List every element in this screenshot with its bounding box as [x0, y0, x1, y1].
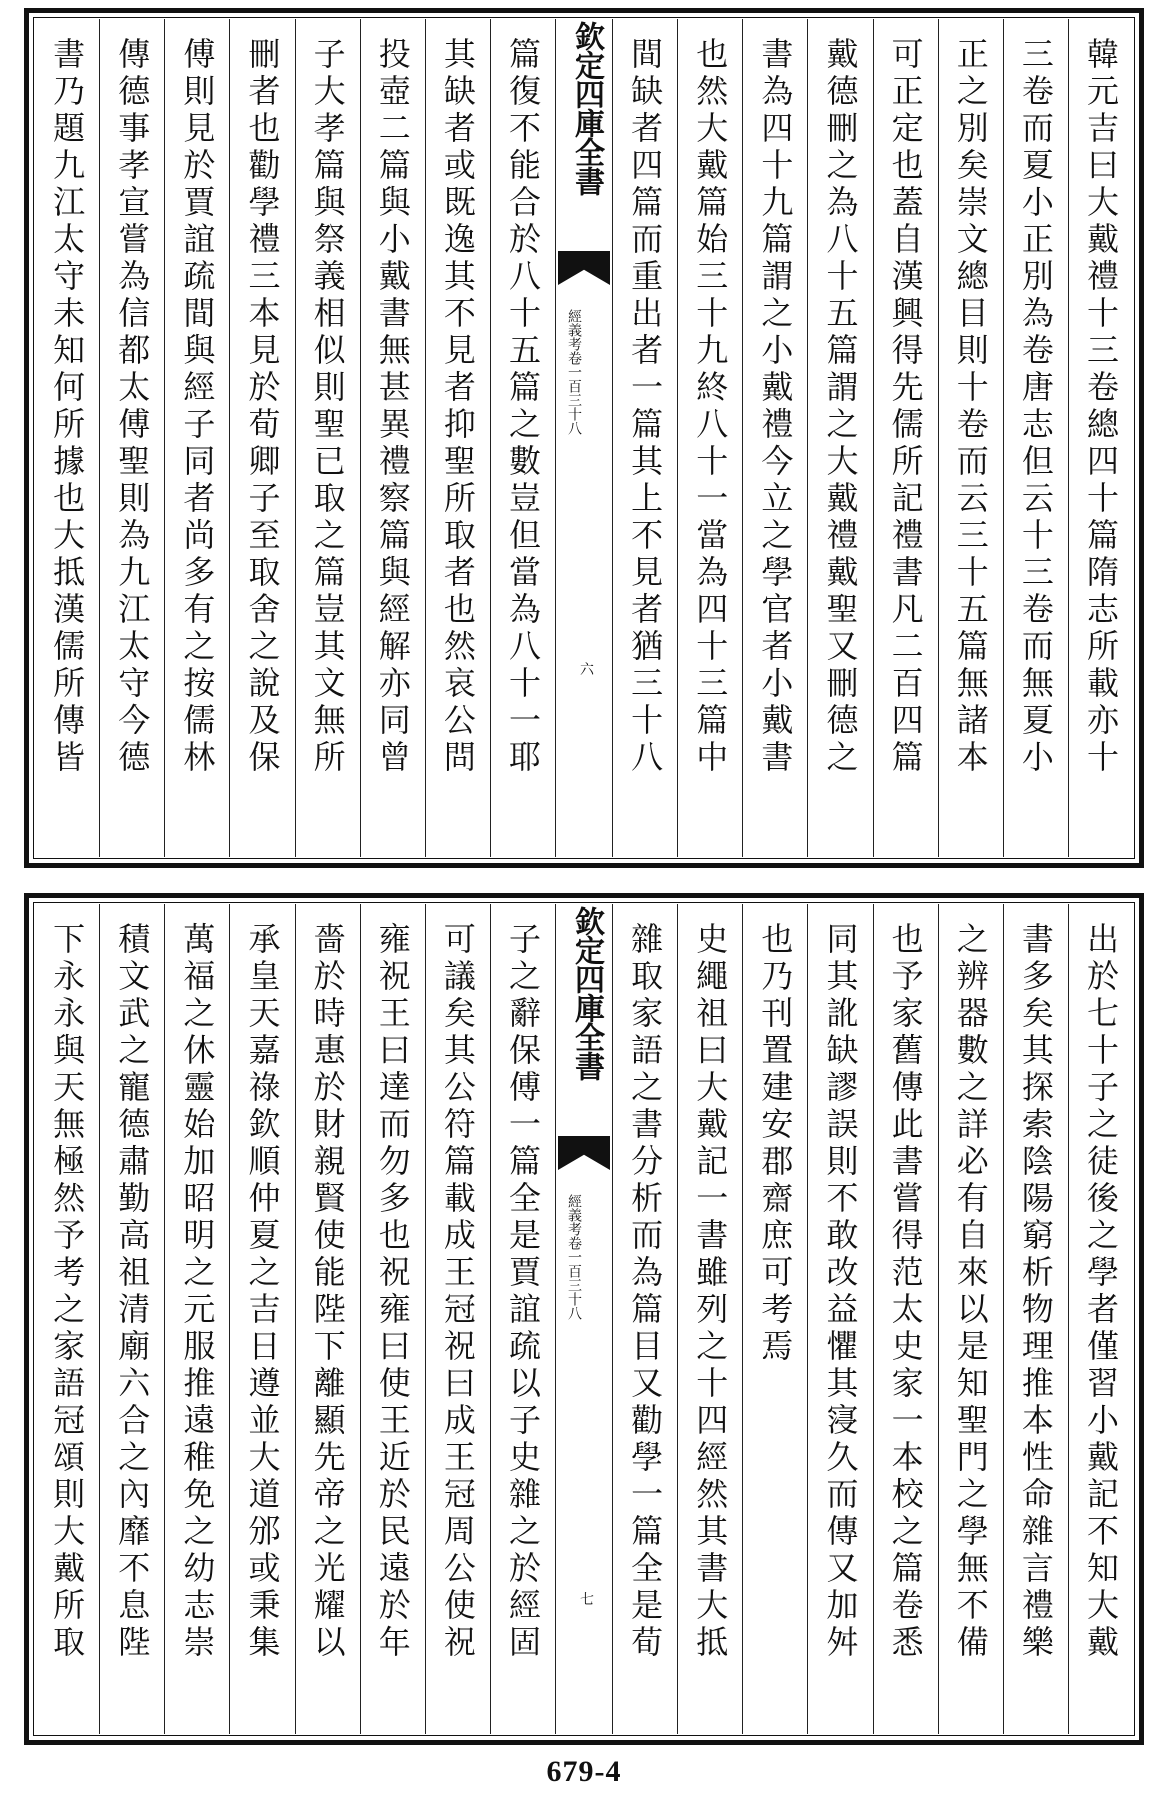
section-volume	[564, 309, 584, 435]
bottom-text-column	[295, 904, 360, 1734]
top-text-column	[490, 19, 555, 857]
column-text: 正之別矣崇文總目則十卷而云三十五篇無諸本	[951, 37, 990, 777]
top-text-column	[295, 19, 360, 857]
top-text-column	[229, 19, 294, 857]
column-text: 間缺者四篇而重出者一篇其上不見者猶三十八	[626, 37, 665, 777]
column-text: 承皇天嘉祿欽順仲夏之吉日遵並大道邠或秉集	[243, 922, 282, 1662]
section-name: 經義考	[566, 1194, 582, 1236]
bottom-page-columns	[35, 904, 1133, 1734]
column-text: 也予家舊傳此書嘗得范太史家一本校之篇卷悉	[886, 922, 925, 1662]
column-text: 投壺二篇與小戴書無甚異禮察篇與經解亦同曾	[373, 37, 412, 777]
top-text-column	[360, 19, 425, 857]
column-text: 刪者也勸學禮三本見於荀卿子至取舍之說及保	[243, 37, 282, 777]
top-text-column	[612, 19, 677, 857]
bottom-center-column	[555, 904, 612, 1734]
folio-number: 六	[580, 662, 594, 678]
column-text: 積文武之寵德肅勤高祖清廟六合之內靡不息陛	[113, 922, 152, 1662]
top-text-column	[873, 19, 938, 857]
top-text-column	[35, 19, 99, 857]
section-volume	[564, 1194, 584, 1320]
bottom-text-column	[873, 904, 938, 1734]
column-text: 書為四十九篇謂之小戴禮今立之學官者小戴書	[756, 37, 795, 777]
top-text-column	[742, 19, 807, 857]
book-title: 欽定四庫全書	[569, 21, 604, 195]
fishtail-mark	[558, 1136, 610, 1170]
fishtail-mark	[558, 251, 610, 285]
column-text: 三卷而夏小正別為卷唐志但云十三卷而無夏小	[1016, 37, 1055, 777]
column-text: 韓元吉曰大戴禮十三卷總四十篇隋志所載亦十	[1081, 37, 1120, 777]
top-text-column	[1003, 19, 1068, 857]
bottom-text-column	[938, 904, 1003, 1734]
column-text: 其缺者或既逸其不見者抑聖所取者也然哀公問	[438, 37, 477, 777]
bottom-text-column	[360, 904, 425, 1734]
column-text: 下永永與天無極然予考之家語冠頌則大戴所取	[48, 922, 87, 1662]
column-text: 雍祝王曰達而勿多也祝雍曰使王近於民遠於年	[373, 922, 412, 1662]
top-text-column	[164, 19, 229, 857]
column-text: 萬福之休靈始加昭明之元服推遠稚免之幼志崇	[178, 922, 217, 1662]
column-text: 嗇於時惠於財親賢使能陛下離顯先帝之光耀以	[308, 922, 347, 1662]
bottom-text-column	[425, 904, 490, 1734]
column-text: 同其訛缺謬誤則不敢改益懼其寖久而傳又加舛	[821, 922, 860, 1662]
column-text: 可議矣其公符篇載成王冠祝曰成王冠周公使祝	[438, 922, 477, 1662]
bottom-text-column	[612, 904, 677, 1734]
column-text: 子之辭保傅一篇全是賈誼疏以子史雜之於經固	[503, 922, 542, 1662]
column-text: 可正定也蓋自漢興得先儒所記禮書凡二百四篇	[886, 37, 925, 777]
column-text: 傳德事孝宣嘗為信都太傅聖則為九江太守今德	[113, 37, 152, 777]
column-text: 之辨器數之詳必有自來以是知聖門之學無不備	[951, 922, 990, 1662]
top-page-frame	[24, 8, 1144, 868]
column-text: 篇復不能合於八十五篇之數豈但當為八十一耶	[503, 37, 542, 777]
bottom-text-column	[164, 904, 229, 1734]
column-text: 史繩祖曰大戴記一書雖列之十四經然其書大抵	[691, 922, 730, 1662]
folio-number: 七	[580, 1592, 594, 1608]
bottom-text-column	[35, 904, 99, 1734]
bottom-text-column	[807, 904, 872, 1734]
top-center-column	[555, 19, 612, 857]
bottom-text-column	[99, 904, 164, 1734]
volume-number: 卷一百三十八	[566, 1236, 582, 1320]
top-text-column	[807, 19, 872, 857]
bottom-text-column	[1068, 904, 1133, 1734]
section-name: 經義考	[566, 309, 582, 351]
top-text-column	[1068, 19, 1133, 857]
column-text: 出於七十子之徒後之學者僅習小戴記不知大戴	[1081, 922, 1120, 1662]
top-text-column	[425, 19, 490, 857]
column-text: 書乃題九江太守未知何所據也大抵漢儒所傳皆	[48, 37, 87, 777]
top-text-column	[99, 19, 164, 857]
bottom-text-column	[1003, 904, 1068, 1734]
top-text-column	[677, 19, 742, 857]
column-text: 子大孝篇與祭義相似則聖已取之篇豈其文無所	[308, 37, 347, 777]
column-text: 書多矣其探索陰陽窮析物理推本性命雜言禮樂	[1016, 922, 1055, 1662]
bottom-text-column	[229, 904, 294, 1734]
page-number: 679-4	[546, 1755, 622, 1788]
bottom-text-column	[490, 904, 555, 1734]
bottom-text-column	[677, 904, 742, 1734]
column-text: 雜取家語之書分析而為篇目又勸學一篇全是荀	[626, 922, 665, 1662]
bottom-text-column	[742, 904, 807, 1734]
book-title: 欽定四庫全書	[569, 906, 604, 1080]
bottom-page-frame	[24, 893, 1144, 1745]
column-text: 傅則見於賈誼疏間與經子同者尚多有之按儒林	[178, 37, 217, 777]
column-text: 也乃刊置建安郡齋庶可考焉	[756, 922, 795, 1366]
column-text: 也然大戴篇始三十九終八十一當為四十三篇中	[691, 37, 730, 777]
top-text-column	[938, 19, 1003, 857]
column-text: 戴德刪之為八十五篇謂之大戴禮戴聖又刪德之	[821, 37, 860, 777]
top-page-columns	[35, 19, 1133, 857]
volume-number: 卷一百三十八	[566, 351, 582, 435]
